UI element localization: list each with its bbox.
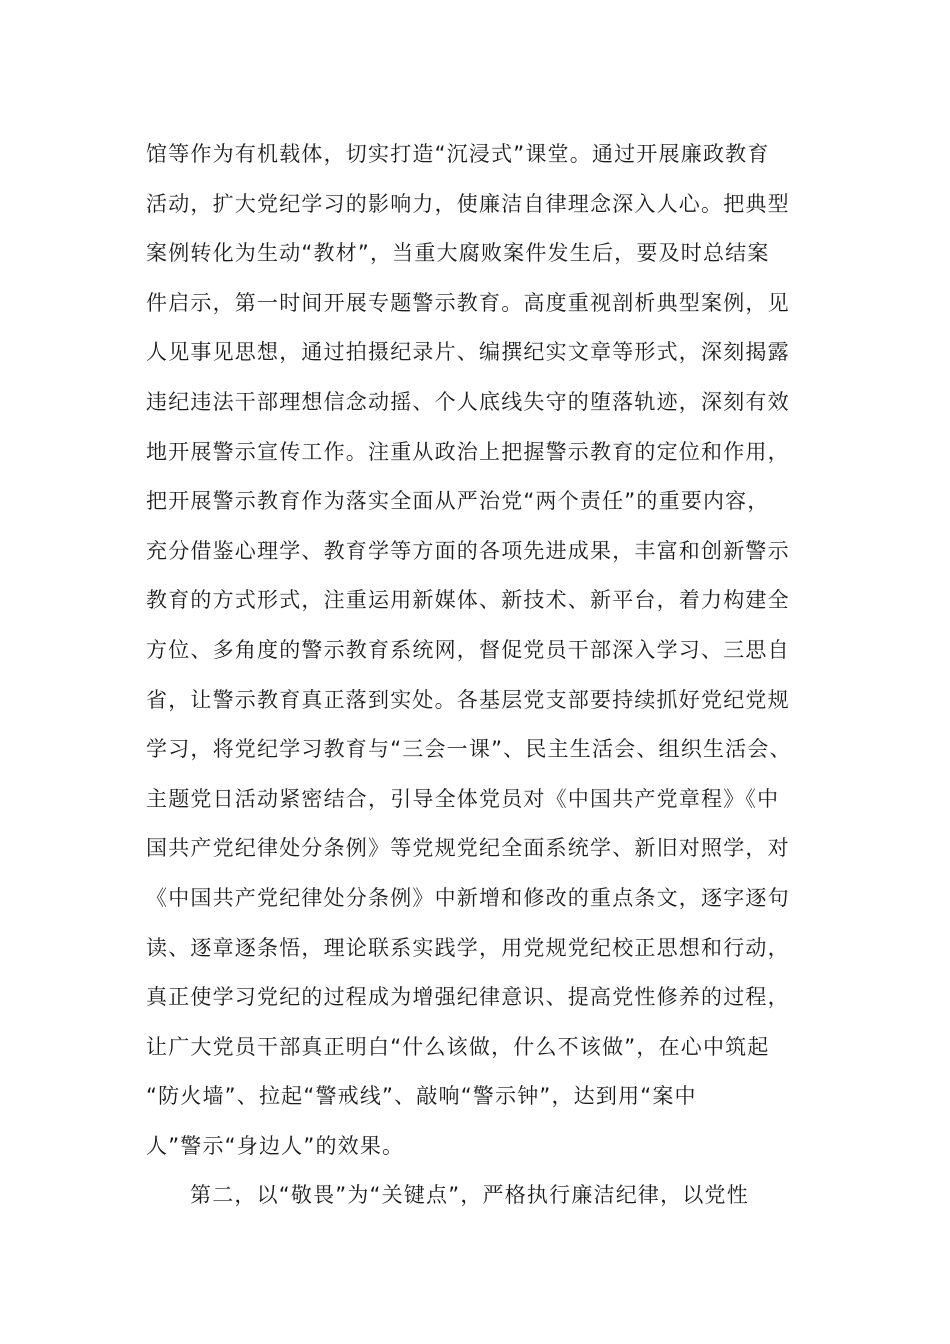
body-text [146,130,846,1221]
text-line: 人”警示“身边人”的效果。 [146,1133,405,1158]
text-line: 教育的方式形式，注重运用新媒体、新技术、新平台，着力构建全 [146,588,790,613]
text-line: 活动，扩大党纪学习的影响力，使廉洁自律理念深入人心。把典型 [146,191,790,216]
text-line: 充分借鉴心理学、教育学等方面的各项先进成果，丰富和创新警示 [146,538,790,563]
text-line: 方位、多角度的警示教育系统网，督促党员干部深入学习、三思自 [146,637,790,662]
text-line: 人见事见思想，通过拍摄纪录片、编撰纪实文章等形式，深刻揭露 [146,340,790,365]
text-line: 读、逐章逐条悟，理论联系实践学，用党规党纪校正思想和行动， [146,935,790,960]
text-line: 国共产党纪律处分条例》等党规党纪全面系统学、新旧对照学，对 [146,836,790,861]
text-line: 省，让警示教育真正落到实处。各基层党支部要持续抓好党纪党规 [146,687,790,712]
text-line: 件启示，第一时间开展专题警示教育。高度重视剖析典型案例，见 [146,290,790,315]
text-line: 把开展警示教育作为落实全面从严治党“两个责任”的重要内容， [146,489,770,514]
text-line: 《中国共产党纪律处分条例》中新增和修改的重点条文，逐字逐句 [146,885,790,910]
text-line: 违纪违法干部理想信念动摇、个人底线失守的堕落轨迹，深刻有效 [146,389,790,414]
paragraph-start-line: 第二，以“敬畏”为“关键点”，严格执行廉洁纪律，以党性 [190,1183,749,1208]
text-line: 馆等作为有机载体，切实打造“沉浸式”课堂。通过开展廉政教育 [146,142,770,166]
text-line: 主题党日活动紧密结合，引导全体党员对《中国共产党章程》《中 [146,786,780,811]
text-line: 案例转化为生动“教材”，当重大腐败案件发生后，要及时总结案 [146,241,770,266]
text-line: 地开展警示宣传工作。注重从政治上把握警示教育的定位和作用， [146,439,790,464]
text-line: 真正使学习党纪的过程成为增强纪律意识、提高党性修养的过程， [146,985,790,1010]
text-line: 学习，将党纪学习教育与“三会一课”、民主生活会、组织生活会、 [146,737,792,762]
text-line: “防火墙”、拉起“警戒线”、敲响“警示钟”，达到用“案中 [146,1084,697,1109]
text-line: 让广大党员干部真正明白“什么该做，什么不该做”，在心中筑起 [146,1034,770,1059]
